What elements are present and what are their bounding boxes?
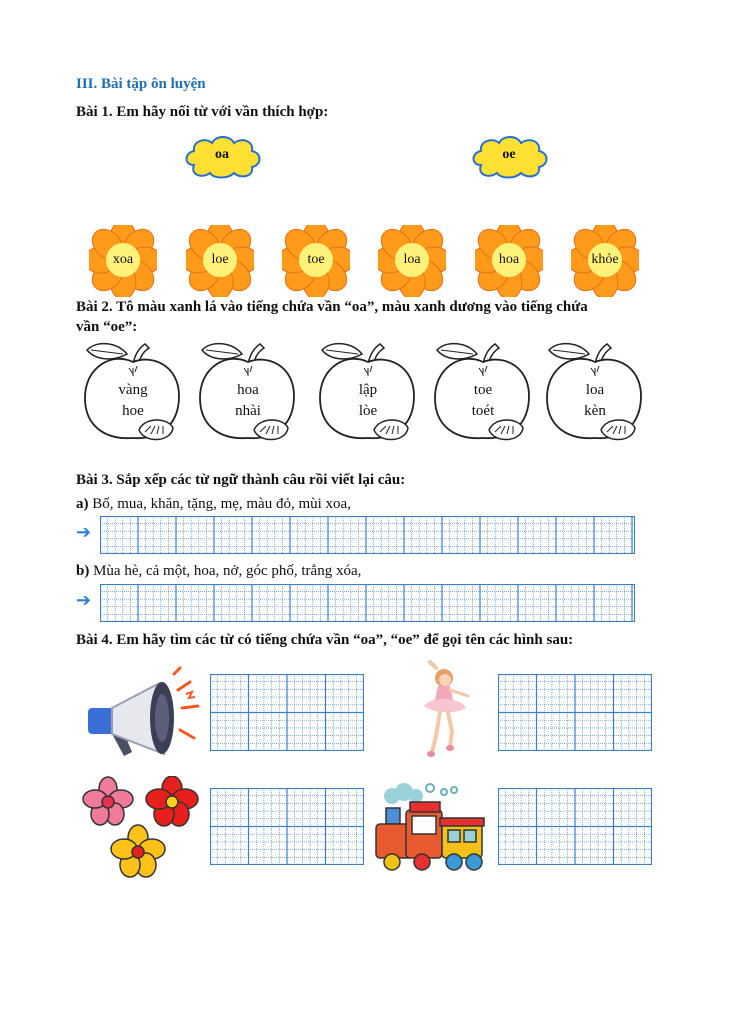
flower-label: loe xyxy=(211,252,229,267)
fruit-outline[interactable] xyxy=(318,340,418,454)
fruit-outline[interactable] xyxy=(433,340,533,454)
cloud-label: oa xyxy=(215,147,229,162)
flower-label: hoa xyxy=(498,252,520,267)
flower-word[interactable] xyxy=(186,225,254,297)
megaphone-icon xyxy=(82,664,202,764)
flowers-icon xyxy=(80,776,202,882)
flower-label: xoa xyxy=(112,252,134,267)
task3-b-label: b) xyxy=(76,563,90,579)
ballerina-icon xyxy=(410,656,474,760)
flower-label: khỏe xyxy=(591,252,619,267)
task3-a-label: a) xyxy=(76,496,89,512)
task3-a-text: Bố, mua, khăn, tặng, mẹ, màu đỏ, mùi xoa, xyxy=(88,496,351,512)
cloud-label: oe xyxy=(502,147,516,162)
task3-a xyxy=(76,496,351,513)
arrow-icon: ➔ xyxy=(76,590,92,610)
flower-label: toe xyxy=(307,252,325,267)
task3-b xyxy=(76,563,361,580)
fruit-word-bottom: toét xyxy=(471,403,495,419)
writing-grid-train[interactable] xyxy=(498,788,652,865)
writing-grid-a[interactable] xyxy=(100,516,635,554)
cloud-oe[interactable] xyxy=(469,135,549,179)
fruit-word-bottom: hoe xyxy=(122,403,144,419)
task4-title: Bài 4. Em hãy tìm các từ có tiếng chứa vần “oa”, “oe” để gọi tên các hình sau: xyxy=(76,632,574,648)
fruit-word-bottom: lòe xyxy=(358,403,378,419)
task2-title-line1: Bài 2. Tô màu xanh lá vào tiếng chứa vần “oa”, màu xanh dương vào tiếng chứa xyxy=(76,299,588,315)
flower-word[interactable] xyxy=(571,225,639,297)
fruit-word-top: toe xyxy=(473,382,493,398)
task2-title xyxy=(76,297,696,337)
fruit-word-top: vàng xyxy=(118,382,148,398)
task3-b-text: Mùa hè, cả một, hoa, nở, góc phố, trắng xóa, xyxy=(89,563,362,579)
flower-word[interactable] xyxy=(475,225,543,297)
writing-grid-ballerina[interactable] xyxy=(498,674,652,751)
toy-train-icon xyxy=(370,782,492,878)
fruit-word-top: loa xyxy=(585,382,605,398)
task2-title-line2: vần “oe”: xyxy=(76,319,138,335)
fruit-word-bottom: nhài xyxy=(235,403,261,419)
arrow-icon: ➔ xyxy=(76,522,92,542)
fruit-outline[interactable] xyxy=(83,340,183,454)
task1-title: Bài 1. Em hãy nối từ với vần thích hợp: xyxy=(76,104,329,120)
cloud-oa[interactable] xyxy=(182,135,262,179)
task3-title: Bài 3. Sắp xếp các từ ngữ thành câu rồi viết lại câu: xyxy=(76,472,406,488)
writing-grid-megaphone[interactable] xyxy=(210,674,364,751)
writing-grid-flowers[interactable] xyxy=(210,788,364,865)
fruit-word-top: hoa xyxy=(237,382,259,398)
fruit-word-top: lập xyxy=(358,382,378,398)
flower-label: loa xyxy=(403,252,421,267)
flower-word[interactable] xyxy=(89,225,157,297)
flower-word[interactable] xyxy=(378,225,446,297)
writing-grid-b[interactable] xyxy=(100,584,635,622)
section-title: III. Bài tập ôn luyện xyxy=(76,76,206,92)
fruit-outline[interactable] xyxy=(545,340,645,454)
flower-word[interactable] xyxy=(282,225,350,297)
fruit-outline[interactable] xyxy=(198,340,298,454)
fruit-word-bottom: kèn xyxy=(584,403,606,419)
